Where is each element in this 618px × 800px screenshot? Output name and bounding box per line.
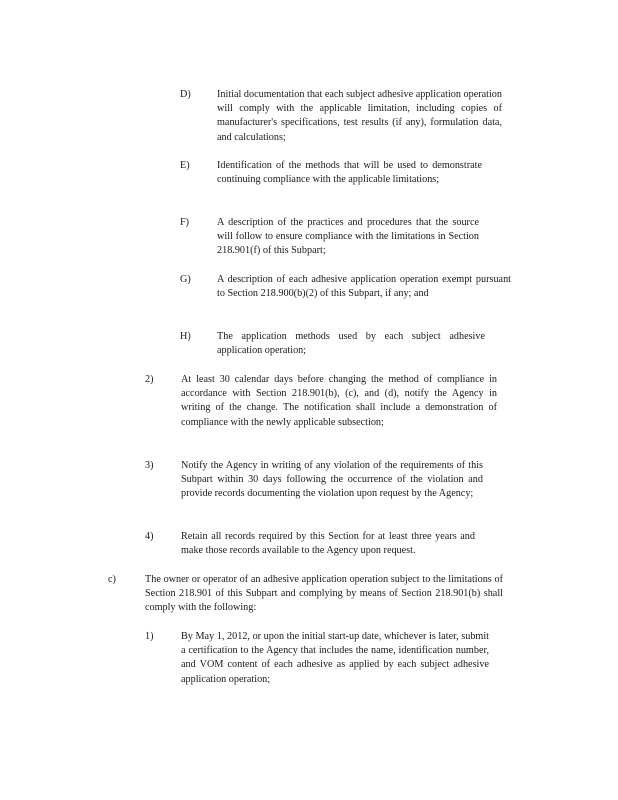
item-label: F) [180,217,190,228]
item-text: A description of each adhesive application operation exempt pursuant to Section 218.900(b)(2) of this Subpart, if any; and [217,274,511,300]
item-text: Initial documentation that each subject adhesive application operation will comply with the applicable limitation, including copies of manufacturer's specifications, test results (if any), formulation data, and calculations; [217,89,502,143]
item-text: A description of the practices and procedures that the source will follow to ensure compliance with the limitations in Section 218.901(f) of this Subpart; [217,217,479,257]
item-text: The owner or operator of an adhesive application operation subject to the limitations of Section 218.901 of this Subpart and complying by means of Section 218.901(b) shall comply with the following: [145,574,503,614]
item-text: The application methods used by each subject adhesive application operation; [217,331,485,357]
item-text: Notify the Agency in writing of any violation of the requirements of this Subpart within 30 days following the occurrence of the violation and provide records documenting the violation upon request by the Agency; [181,460,483,500]
item-text: At least 30 calendar days before changing the method of compliance in accordance with Section 218.901(b), (c), and (d), notify the Agency in writing of the change. The notification shall include a demonstration of compliance with the newly applicable subsection; [181,374,497,428]
item-label: 3) [145,460,154,471]
item-label: 4) [145,531,154,542]
item-label: 1) [145,631,154,642]
item-label: c) [108,574,116,585]
item-label: G) [180,274,191,285]
item-text: By May 1, 2012, or upon the initial start-up date, whichever is later, submit a certification to the Agency that includes the name, identification number, and VOM content of each adhesive as applied by each subject adhesive application operation; [181,631,489,685]
item-text: Retain all records required by this Section for at least three years and make those records available to the Agency upon request. [181,531,475,557]
item-text: Identification of the methods that will be used to demonstrate continuing compliance with the applicable limitations; [217,160,482,186]
item-label: H) [180,331,191,342]
item-label: D) [180,89,191,100]
item-label: E) [180,160,190,171]
item-label: 2) [145,374,154,385]
